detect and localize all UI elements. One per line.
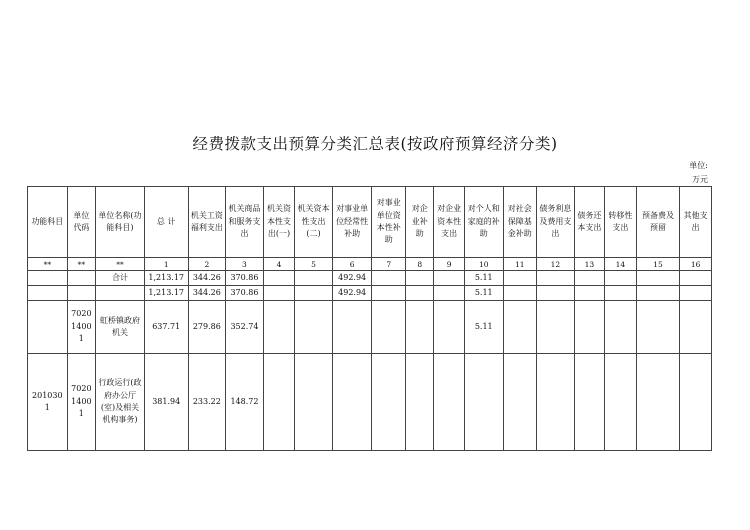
index-cell: 3 <box>226 258 264 271</box>
table-cell <box>67 271 95 286</box>
table-cell <box>680 354 712 451</box>
table-cell <box>636 354 680 451</box>
table-cell: 148.72 <box>226 354 264 451</box>
table-cell <box>503 271 537 286</box>
table-cell: 370.86 <box>226 271 264 286</box>
table-cell <box>405 286 433 301</box>
table-cell <box>28 271 68 286</box>
table-cell: 381.94 <box>144 354 188 451</box>
index-cell: 15 <box>636 258 680 271</box>
index-cell: 16 <box>680 258 712 271</box>
table-row <box>28 354 712 451</box>
table-cell <box>372 354 406 451</box>
table-cell <box>537 271 575 286</box>
table-cell: 492.94 <box>332 286 372 301</box>
table-cell: 344.26 <box>188 271 226 286</box>
table-cell <box>96 286 145 301</box>
table-cell <box>28 301 68 354</box>
header-cell: 机关资本性支出(一) <box>263 187 295 258</box>
table-cell: 行政运行(政府办公厅(室)及相关机构事务) <box>96 354 145 451</box>
header-cell: 对社会保障基金补助 <box>503 187 537 258</box>
header-cell: 转移性支出 <box>605 187 637 258</box>
table-cell <box>372 286 406 301</box>
table-cell <box>636 286 680 301</box>
table-cell <box>680 286 712 301</box>
table-cell: 70201400 1 <box>67 301 95 354</box>
table-cell <box>295 271 333 286</box>
index-cell: 4 <box>263 258 295 271</box>
table-cell <box>405 271 433 286</box>
header-cell: 对事业单位资本性补助 <box>372 187 406 258</box>
table-cell <box>503 286 537 301</box>
index-cell: ** <box>96 258 145 271</box>
table-cell <box>434 301 464 354</box>
header-cell: 机关资本性支出(二) <box>295 187 333 258</box>
index-cell: 9 <box>434 258 464 271</box>
header-cell: 其他支出 <box>680 187 712 258</box>
table-cell <box>574 271 604 286</box>
page-title: 经费拨款支出预算分类汇总表(按政府预算经济分类) <box>192 135 558 153</box>
index-cell: 10 <box>464 258 503 271</box>
table-cell <box>263 286 295 301</box>
table-cell <box>537 301 575 354</box>
header-cell: 债务还本支出 <box>574 187 604 258</box>
table-cell <box>537 286 575 301</box>
header-cell: 对个人和家庭的补助 <box>464 187 503 258</box>
index-row <box>28 258 712 271</box>
unit-value: 万元 <box>692 175 708 184</box>
header-cell: 预备费及预留 <box>636 187 680 258</box>
table-cell <box>605 354 637 451</box>
index-cell: ** <box>28 258 68 271</box>
header-cell: 总 计 <box>144 187 188 258</box>
table-cell <box>263 271 295 286</box>
header-cell: 对企业补助 <box>405 187 433 258</box>
table-cell <box>434 286 464 301</box>
index-cell: 11 <box>503 258 537 271</box>
table-row <box>28 286 712 301</box>
table-cell <box>605 286 637 301</box>
index-cell: 12 <box>537 258 575 271</box>
table-cell <box>263 301 295 354</box>
index-cell: 5 <box>295 258 333 271</box>
header-cell: 对事业单位经常性补助 <box>332 187 372 258</box>
index-cell: 1 <box>144 258 188 271</box>
table-cell <box>332 354 372 451</box>
unit-label: 单位: <box>689 161 708 170</box>
table-cell: 70201400 1 <box>67 354 95 451</box>
table-cell <box>295 301 333 354</box>
table-cell <box>503 354 537 451</box>
table-cell: 492.94 <box>332 271 372 286</box>
table-cell: 虹桥镇政府机关 <box>96 301 145 354</box>
table-cell <box>574 286 604 301</box>
table-cell: 1,213.17 <box>144 271 188 286</box>
table-cell: 344.26 <box>188 286 226 301</box>
header-cell: 单位代码 <box>67 187 95 258</box>
header-cell: 单位名称(功能科目) <box>96 187 145 258</box>
index-cell: 7 <box>372 258 406 271</box>
table-cell <box>28 286 68 301</box>
index-cell: 14 <box>605 258 637 271</box>
table-cell: 5.11 <box>464 271 503 286</box>
table-row <box>28 271 712 286</box>
table-cell: 5.11 <box>464 301 503 354</box>
table-cell <box>605 271 637 286</box>
index-cell: 2 <box>188 258 226 271</box>
table-cell <box>636 301 680 354</box>
table-cell: 279.86 <box>188 301 226 354</box>
table-cell <box>405 301 433 354</box>
table-cell <box>263 354 295 451</box>
header-row <box>28 187 712 258</box>
table-cell <box>636 271 680 286</box>
table-cell: 233.22 <box>188 354 226 451</box>
header-cell: 功能科目 <box>28 187 68 258</box>
table-cell <box>680 301 712 354</box>
table-cell: 2010301 <box>28 354 68 451</box>
table-cell <box>680 271 712 286</box>
table-cell <box>295 354 333 451</box>
table-cell <box>464 354 503 451</box>
table-cell <box>67 286 95 301</box>
header-cell: 债务利息及费用支出 <box>537 187 575 258</box>
header-cell: 对企业资本性支出 <box>434 187 464 258</box>
header-cell: 机关工资福利支出 <box>188 187 226 258</box>
table-cell <box>295 286 333 301</box>
table-cell <box>605 301 637 354</box>
index-cell: 6 <box>332 258 372 271</box>
table-cell <box>372 271 406 286</box>
index-cell: 8 <box>405 258 433 271</box>
table-cell <box>372 301 406 354</box>
header-cell: 机关商品和服务支出 <box>226 187 264 258</box>
table-cell <box>503 301 537 354</box>
table-cell: 370.86 <box>226 286 264 301</box>
budget-table <box>27 186 712 451</box>
index-cell: 13 <box>574 258 604 271</box>
table-cell <box>405 354 433 451</box>
table-cell: 637.71 <box>144 301 188 354</box>
table-cell <box>537 354 575 451</box>
table-cell <box>434 354 464 451</box>
table-cell: 1,213.17 <box>144 286 188 301</box>
index-cell: ** <box>67 258 95 271</box>
table-cell: 352.74 <box>226 301 264 354</box>
table-cell <box>574 354 604 451</box>
table-cell <box>332 301 372 354</box>
table-cell: 5.11 <box>464 286 503 301</box>
table-cell <box>574 301 604 354</box>
table-row <box>28 301 712 354</box>
table-cell: 合计 <box>96 271 145 286</box>
table-cell <box>434 271 464 286</box>
